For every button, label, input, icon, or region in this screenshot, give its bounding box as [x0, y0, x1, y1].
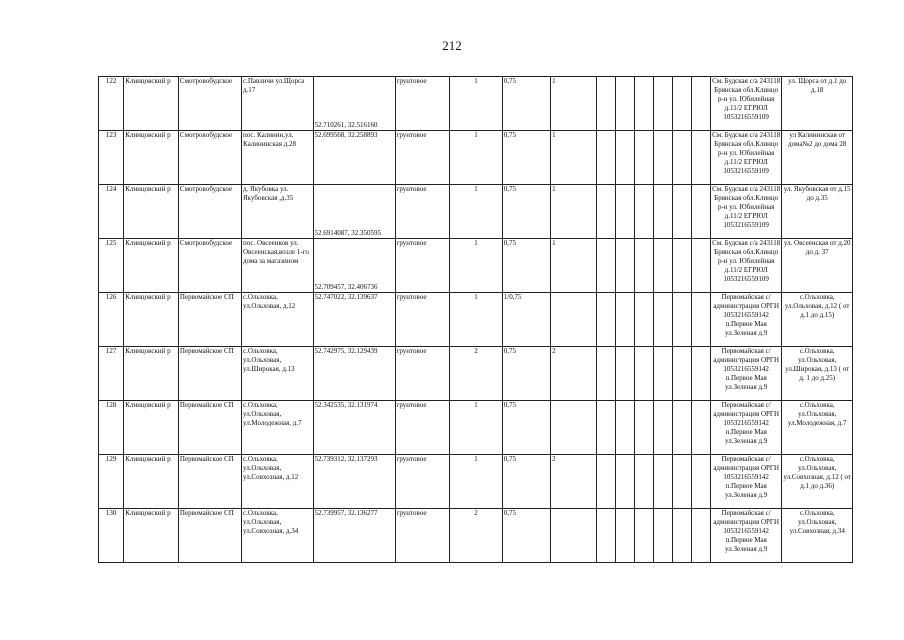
coordinates-cell: 52.739312, 32.137293 — [313, 455, 395, 509]
empty-cell — [597, 293, 616, 347]
area-cell: 0,75 — [502, 509, 550, 563]
empty-cell — [673, 185, 692, 239]
count-cell: 2 — [450, 347, 503, 401]
empty-cell — [692, 77, 711, 131]
table-row — [99, 293, 853, 347]
address-cell: пос. Калинин,ул. Калининская д.28 — [242, 131, 314, 185]
owner-cell: См. Будская с/а 243118 Брянская обл.Клинцо р-н ул. Юбилейная д.11/2 ЕГРЮЛ 1053216559109 — [710, 185, 782, 239]
empty-cell — [673, 509, 692, 563]
registry-table — [98, 76, 853, 563]
coordinates-cell: 52.739957, 32.136277 — [313, 509, 395, 563]
containers-cell — [551, 401, 597, 455]
empty-cell — [673, 131, 692, 185]
empty-cell — [597, 401, 616, 455]
district-cell: Клинцовский р — [124, 185, 179, 239]
empty-cell — [673, 239, 692, 293]
empty-cell — [635, 401, 654, 455]
area-cell: 0,75 — [502, 455, 550, 509]
row-number-cell: 124 — [99, 185, 124, 239]
empty-cell — [692, 131, 711, 185]
count-cell: 2 — [450, 509, 503, 563]
empty-cell — [597, 239, 616, 293]
count-cell: 1 — [450, 77, 503, 131]
empty-cell — [654, 455, 673, 509]
served-objects-cell: с.Ольховка, ул.Ольховая, д.12 ( от д.1 до д.15) — [782, 293, 853, 347]
page-number: 212 — [442, 38, 462, 53]
containers-cell: 2 — [551, 455, 597, 509]
area-cell: 0,75 — [502, 347, 550, 401]
surface-cell: грунтовое — [395, 455, 450, 509]
empty-cell — [635, 185, 654, 239]
containers-cell: 1 — [551, 239, 597, 293]
empty-cell — [654, 347, 673, 401]
coordinates-cell: 52.742975, 32.129439 — [313, 347, 395, 401]
district-cell: Клинцовский р — [124, 347, 179, 401]
empty-cell — [692, 509, 711, 563]
settlement-cell: Первомайское СП — [178, 509, 241, 563]
empty-cell — [654, 293, 673, 347]
surface-cell: грунтовое — [395, 185, 450, 239]
count-cell: 1 — [450, 401, 503, 455]
empty-cell — [597, 77, 616, 131]
area-cell: 0,75 — [502, 77, 550, 131]
settlement-cell: Смотровобудское — [178, 77, 241, 131]
empty-cell — [692, 455, 711, 509]
area-cell: 0,75 — [502, 131, 550, 185]
settlement-cell: Смотровобудское — [178, 185, 241, 239]
area-cell: 0,75 — [502, 239, 550, 293]
served-objects-cell: ул. Щорса от д.1 до д.18 — [782, 77, 853, 131]
table-row — [99, 401, 853, 455]
settlement-cell: Первомайское СП — [178, 347, 241, 401]
owner-cell: Первомайская с/администрация ОРГН 1053216559142 п.Первое Мая ул.Зеленая д.9 — [710, 293, 782, 347]
owner-cell: См. Будская с/а 243118 Брянская обл.Клинцо р-н ул. Юбилейная д.11/2 ЕГРЮЛ 1053216559109 — [710, 131, 782, 185]
row-number-cell: 126 — [99, 293, 124, 347]
empty-cell — [597, 509, 616, 563]
count-cell: 1 — [450, 293, 503, 347]
table-row — [99, 509, 853, 563]
surface-cell: грунтовое — [395, 347, 450, 401]
empty-cell — [635, 509, 654, 563]
empty-cell — [635, 131, 654, 185]
surface-cell: грунтовое — [395, 239, 450, 293]
surface-cell: грунтовое — [395, 131, 450, 185]
served-objects-cell: с.Ольховка, ул.Ольховая, ул.Широкая, д.13 ( от д. 1 до д.25) — [782, 347, 853, 401]
settlement-cell: Первомайское СП — [178, 293, 241, 347]
settlement-cell: Смотровобудское — [178, 131, 241, 185]
empty-cell — [673, 77, 692, 131]
containers-cell — [551, 293, 597, 347]
empty-cell — [616, 509, 635, 563]
address-cell: д. Якубовка ул. Якубовская ,д.35 — [242, 185, 314, 239]
address-cell: с.Ольховка, ул.Ольховая, ул.Совхозная, д.34 — [242, 509, 314, 563]
owner-cell: См. Будская с/а 243118 Брянская обл.Клинцо р-н ул. Юбилейная д.11/2 ЕГРЮЛ 1053216559109 — [710, 77, 782, 131]
address-cell: пос. Овсеенков ул. Овсеенская,возле 1-го дома за магазином — [242, 239, 314, 293]
served-objects-cell: с.Ольховка, ул.Ольховая, ул.Совхозная, д.34 — [782, 509, 853, 563]
area-cell: 0,75 — [502, 185, 550, 239]
empty-cell — [616, 401, 635, 455]
empty-cell — [635, 77, 654, 131]
coordinates-cell: 52.699568, 32.258893 — [313, 131, 395, 185]
table-row — [99, 185, 853, 239]
count-cell: 1 — [450, 131, 503, 185]
district-cell: Клинцовский р — [124, 401, 179, 455]
district-cell: Клинцовский р — [124, 509, 179, 563]
empty-cell — [597, 185, 616, 239]
empty-cell — [635, 455, 654, 509]
coordinates-cell: 52.342535, 32.131974 — [313, 401, 395, 455]
containers-cell — [551, 509, 597, 563]
empty-cell — [635, 239, 654, 293]
settlement-cell: Первомайское СП — [178, 401, 241, 455]
surface-cell: грунтовое — [395, 293, 450, 347]
row-number-cell: 130 — [99, 509, 124, 563]
empty-cell — [597, 131, 616, 185]
owner-cell: Первомайская с/администрация ОРГН 1053216559142 п.Первое Мая ул.Зеленая д.9 — [710, 401, 782, 455]
table-row — [99, 131, 853, 185]
count-cell: 1 — [450, 239, 503, 293]
owner-cell: Первомайская с/администрация ОРГН 1053216559142 п.Первое Мая ул.Зеленая д.9 — [710, 509, 782, 563]
table-row — [99, 455, 853, 509]
owner-cell: Первомайская с/администрация ОРГН 1053216559142 п.Первое Мая ул.Зеленая д.9 — [710, 455, 782, 509]
address-cell: с.Ольховка, ул.Ольховая, д.12 — [242, 293, 314, 347]
row-number-cell: 122 — [99, 77, 124, 131]
served-objects-cell: ул. Овсеенская от д.20 до д. 37 — [782, 239, 853, 293]
address-cell: с.Ольховка, ул.Ольховая, ул.Молодежная, д.7 — [242, 401, 314, 455]
empty-cell — [654, 401, 673, 455]
empty-cell — [616, 131, 635, 185]
containers-cell: 1 — [551, 185, 597, 239]
containers-cell: 1 — [551, 131, 597, 185]
surface-cell: грунтовое — [395, 77, 450, 131]
district-cell: Клинцовский р — [124, 239, 179, 293]
empty-cell — [692, 293, 711, 347]
served-objects-cell: с.Ольховка, ул.Ольховая, ул.Совхозная, д.12 ( от д.1 до д.36) — [782, 455, 853, 509]
settlement-cell: Первомайское СП — [178, 455, 241, 509]
containers-cell: 1 — [551, 77, 597, 131]
address-cell: с.Павличи ул.Щорса д.17 — [242, 77, 314, 131]
row-number-cell: 123 — [99, 131, 124, 185]
empty-cell — [616, 455, 635, 509]
served-objects-cell: ул Калининская от дома№2 до дома 28 — [782, 131, 853, 185]
area-cell: 1/0,75 — [502, 293, 550, 347]
empty-cell — [616, 185, 635, 239]
empty-cell — [635, 293, 654, 347]
table-row — [99, 347, 853, 401]
address-cell: с.Ольховка, ул.Ольховая, ул.Совхозная, д.12 — [242, 455, 314, 509]
district-cell: Клинцовский р — [124, 455, 179, 509]
empty-cell — [635, 347, 654, 401]
coordinates-cell: 52.709457, 32.406736 — [313, 239, 395, 293]
table-row — [99, 239, 853, 293]
area-cell: 0,75 — [502, 401, 550, 455]
owner-cell: См. Будская с/а 243118 Брянская обл.Клинцо р-н ул. Юбилейная д.11/2 ЕГРЮЛ 1053216559109 — [710, 239, 782, 293]
empty-cell — [616, 293, 635, 347]
empty-cell — [654, 77, 673, 131]
district-cell: Клинцовский р — [124, 293, 179, 347]
address-cell: с.Ольховка, ул.Ольховая, ул.Широкая, д.13 — [242, 347, 314, 401]
empty-cell — [673, 347, 692, 401]
count-cell: 1 — [450, 455, 503, 509]
empty-cell — [654, 131, 673, 185]
count-cell: 1 — [450, 185, 503, 239]
empty-cell — [616, 347, 635, 401]
row-number-cell: 125 — [99, 239, 124, 293]
district-cell: Клинцовский р — [124, 77, 179, 131]
coordinates-cell: 52.747022, 32.139637 — [313, 293, 395, 347]
empty-cell — [692, 185, 711, 239]
empty-cell — [654, 185, 673, 239]
served-objects-cell: с.Ольховка, ул.Ольховая, ул.Молодежная, д.7 — [782, 401, 853, 455]
empty-cell — [673, 293, 692, 347]
district-cell: Клинцовский р — [124, 131, 179, 185]
row-number-cell: 127 — [99, 347, 124, 401]
empty-cell — [654, 509, 673, 563]
empty-cell — [692, 401, 711, 455]
owner-cell: Первомайская с/администрация ОРГН 1053216559142 п.Первое Мая ул.Зеленая д.9 — [710, 347, 782, 401]
empty-cell — [692, 239, 711, 293]
empty-cell — [692, 347, 711, 401]
containers-cell: 2 — [551, 347, 597, 401]
empty-cell — [654, 239, 673, 293]
row-number-cell: 129 — [99, 455, 124, 509]
table-row — [99, 77, 853, 131]
coordinates-cell: 52.6914087, 32.350595 — [313, 185, 395, 239]
empty-cell — [597, 347, 616, 401]
row-number-cell: 128 — [99, 401, 124, 455]
empty-cell — [616, 239, 635, 293]
empty-cell — [616, 77, 635, 131]
surface-cell: грунтовое — [395, 509, 450, 563]
empty-cell — [673, 455, 692, 509]
empty-cell — [673, 401, 692, 455]
settlement-cell: Смотровобудское — [178, 239, 241, 293]
served-objects-cell: ул. Якубовская от д.15 до д.35 — [782, 185, 853, 239]
coordinates-cell: 52.710261, 32.516160 — [313, 77, 395, 131]
surface-cell: грунтовое — [395, 401, 450, 455]
empty-cell — [597, 455, 616, 509]
